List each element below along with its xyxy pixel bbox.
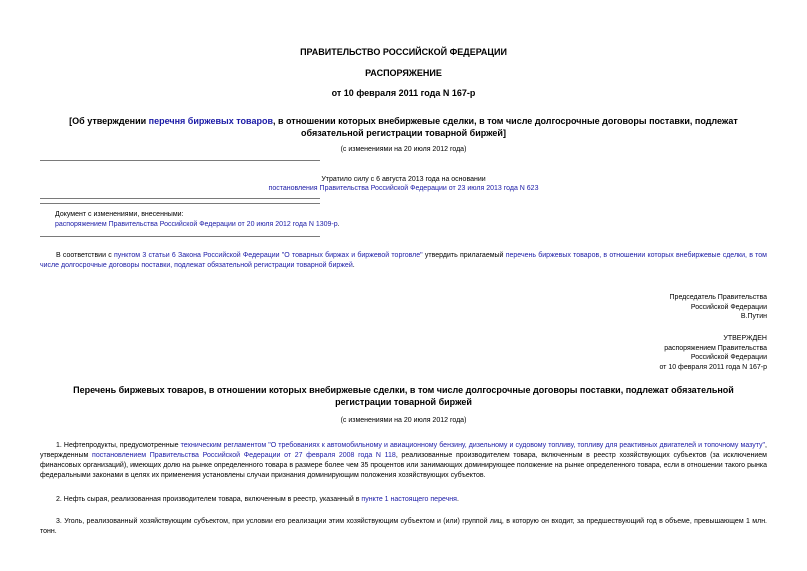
- expired-notice: Утратило силу с 6 августа 2013 года на основании: [321, 176, 486, 183]
- document-date-number: от 10 февраля 2011 года N 167-р: [331, 88, 476, 98]
- title-link-exchange-goods-list[interactable]: перечня биржевых товаров: [148, 116, 273, 126]
- divider-line: [40, 198, 320, 199]
- exchange-goods-list-link[interactable]: перечень биржевых товаров, в отношении которых внебиржевые сделки, в том числе долгосрочные договоры поставки, подлежат обязательной регистрации товарной биржей: [40, 252, 767, 269]
- amending-order-link[interactable]: распоряжением Правительства Российской Федерации от 20 июля 2012 года N 1309-р: [55, 221, 338, 228]
- main-paragraph-text: .: [352, 262, 355, 269]
- divider-line: [40, 236, 320, 237]
- list-item-3: [40, 517, 767, 537]
- list-item-text: 3. Уголь, реализованный хозяйствующим субъектом, при условии его реализации этим хозяйствующим субъектом и (или) группой лиц, в которую он входит, за предшествующий год в объеме, превышающем 1 млн. тонн.: [40, 518, 767, 535]
- list-item-2: [40, 495, 767, 505]
- expiry-decree-link[interactable]: постановления Правительства Российской Федерации от 23 июля 2013 года N 623: [268, 185, 539, 192]
- signature-block: [670, 293, 767, 322]
- divider-line: [40, 160, 320, 161]
- government-heading: ПРАВИТЕЛЬСТВО РОССИЙСКОЙ ФЕДЕРАЦИИ: [300, 47, 507, 57]
- amended-doc-link-line: [55, 220, 340, 230]
- list-item-1: [40, 441, 767, 481]
- government-decree-118-link[interactable]: постановлением Правительства Российской Федерации от 27 февраля 2008 года N 118: [92, 452, 396, 459]
- amendments-note: (с изменениями на 20 июля 2012 года): [340, 146, 467, 153]
- technical-regulation-link[interactable]: техническим регламентом "О требованиях к автомобильному и авиационному бензину, дизельному и судовому топливу, топливу для реактивных двигателей и топочному мазуту": [180, 442, 766, 449]
- approval-block: [659, 334, 767, 372]
- approval-date: от 10 февраля 2011 года N 167-р: [659, 363, 767, 371]
- list-item-text: 1. Нефтепродукты, предусмотренные: [56, 442, 181, 449]
- amended-doc-label: Документ с изменениями, внесенными:: [55, 211, 184, 218]
- list-item-text: , утвержденным: [40, 442, 767, 459]
- list-title: Перечень биржевых товаров, в отношении которых внебиржевые сделки, в том числе долгосрочные договоры поставки, подлежат обязательной регистрации товарной биржей: [73, 385, 734, 407]
- document-title: [40, 115, 767, 139]
- document-type-heading: РАСПОРЯЖЕНИЕ: [365, 68, 442, 78]
- list-item-text: .: [456, 496, 459, 503]
- amended-doc-block: [55, 210, 340, 230]
- list-point-1-link[interactable]: пункте 1 настоящего перечня: [361, 496, 457, 503]
- list-amendments-note: (с изменениями на 20 июля 2012 года): [340, 417, 467, 424]
- approval-label: УТВЕРЖДЕН: [723, 335, 767, 342]
- title-rest: , в отношении которых внебиржевые сделки, в том числе долгосрочные договоры поставки, подлежат обязательной регистрации товарной биржей]: [273, 116, 738, 138]
- amended-doc-tail: .: [337, 221, 340, 228]
- signature-name: В.Путин: [740, 313, 767, 320]
- approval-country: Российской Федерации: [690, 354, 767, 361]
- list-item-text: 2. Нефть сырая, реализованная производителем товара, включенным в реестр, указанный в: [56, 496, 362, 503]
- signature-country: Российской Федерации: [690, 303, 767, 311]
- main-paragraph-text: В соответствии с: [56, 252, 114, 259]
- main-paragraph-text: утвердить прилагаемый: [422, 252, 506, 259]
- divider-line: [40, 203, 320, 204]
- expired-notice-link-line: [0, 184, 807, 193]
- law-article-link[interactable]: пунктом 3 статьи 6 Закона Российской Федерации "О товарных биржах и биржевой торговле": [113, 252, 423, 259]
- approval-by: распоряжением Правительства: [664, 344, 767, 352]
- signature-position: Председатель Правительства: [669, 294, 767, 301]
- list-item-text: , реализованные производителем товара, включенным в реестр хозяйствующих субъектов (за исключением финансовых организаций), имеющих долю на рынке определенного товара в размере более чем 35 процентов или занимающих доминирующее положение на рынке определенного товара, если в отношении такого рынка федеральными законами в целях их применения установлены случаи признания доминирующим положения хозяйствующих субъектов.: [40, 452, 767, 479]
- title-prefix: [Об утверждении: [69, 116, 149, 126]
- main-paragraph: [40, 251, 767, 271]
